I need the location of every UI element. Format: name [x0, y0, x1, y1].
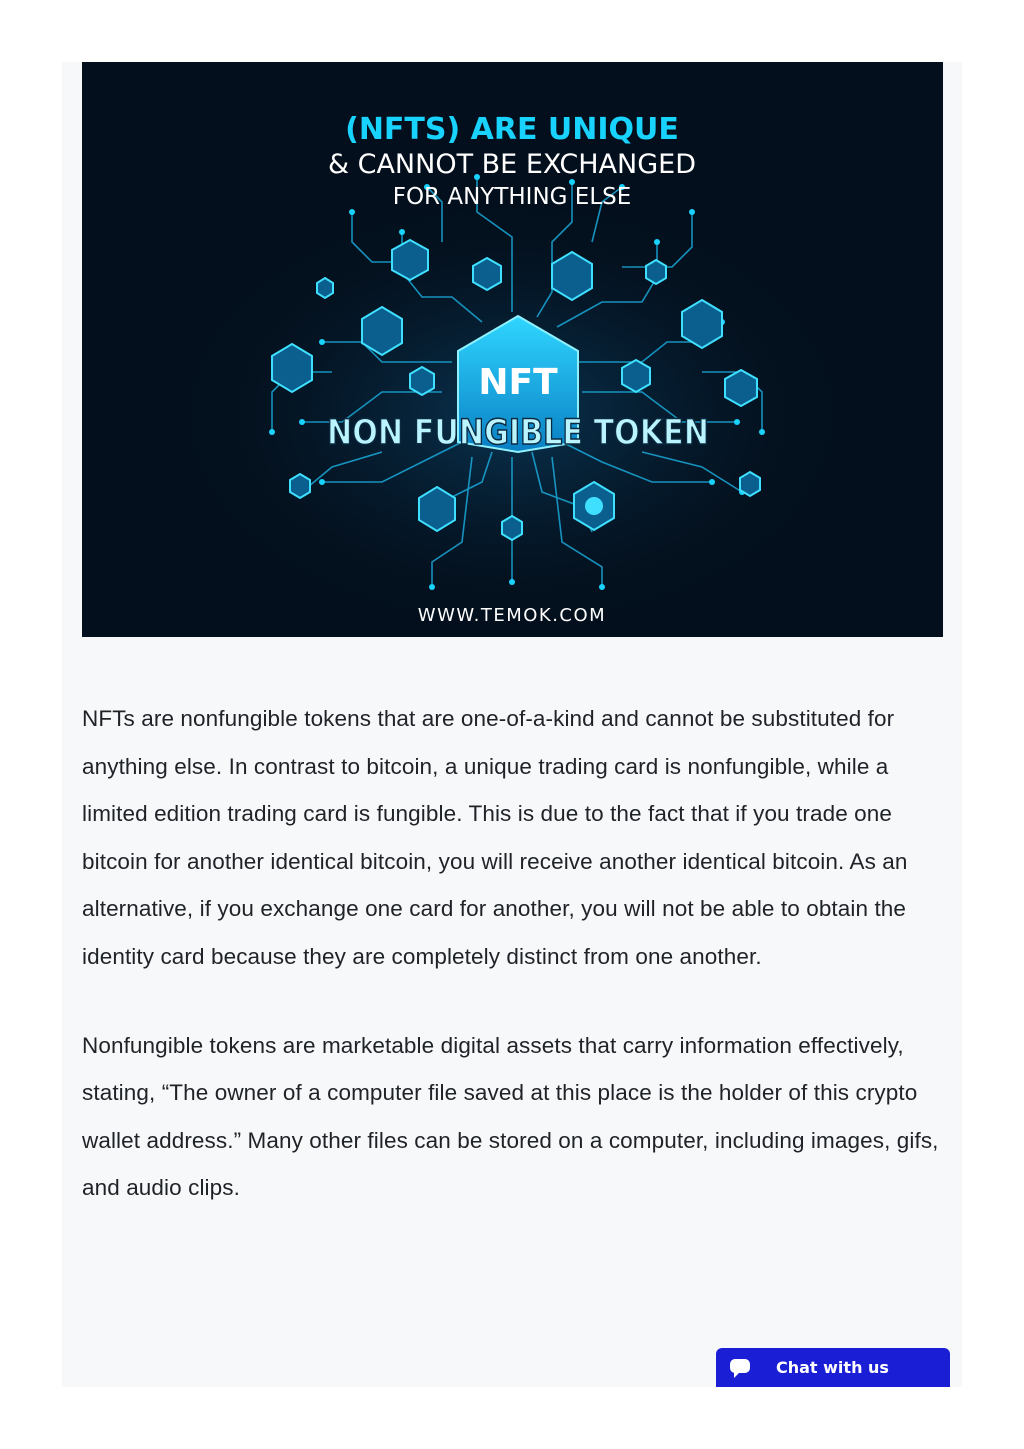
article-paragraph: Nonfungible tokens are marketable digital assets that carry information effectively, stating, “The owner of a computer file saved at this place is the holder of this crypto wallet address.” Many other files can be stored on a computer, including images, gifs, and audio clips. [82, 1032, 939, 1201]
chat-bubble-icon [727, 1355, 753, 1381]
headline-line3: FOR ANYTHING ELSE [392, 184, 632, 210]
hero-image [82, 62, 943, 637]
headline-line1: (NFTS) ARE UNIQUE [345, 112, 679, 147]
badge-text: NFT [478, 362, 558, 403]
article-body [82, 695, 942, 1253]
chat-with-us-button[interactable] [716, 1348, 950, 1387]
headline-line2: & CANNOT BE EXCHANGED [327, 149, 697, 180]
website-url: WWW.TEMOK.COM [417, 605, 607, 626]
article-paragraph: NFTs are nonfungible tokens that are one-of-a-kind and cannot be substituted for anything else. In contrast to bitcoin, a unique trading card is nonfungible, while a limited edition trading card is fungible. This is due to the fact that if you trade one bitcoin for another identical bitcoin, you will receive another identical bitcoin. As an alternative, if you exchange one card for another, you will not be able to obtain the identity card because they are completely distinct from one another. [82, 706, 908, 969]
page-card [62, 62, 962, 1387]
badge-caption: NON FUNGIBLE TOKEN [327, 413, 709, 453]
chat-label: Chat with us [776, 1358, 889, 1377]
